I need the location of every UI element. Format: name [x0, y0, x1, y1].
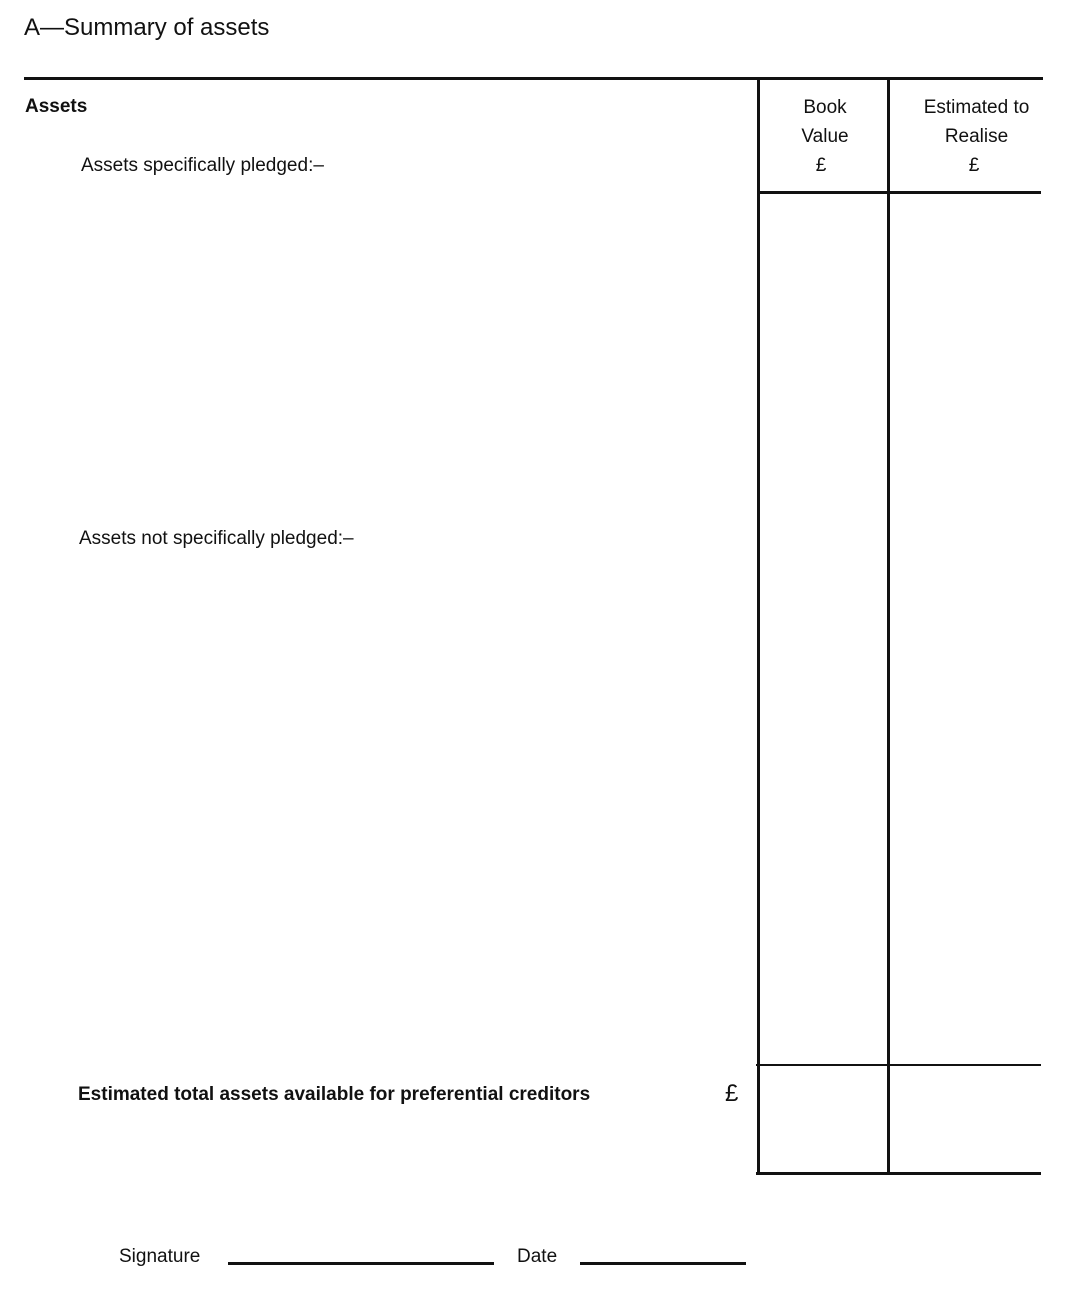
total-bottom-rule: [756, 1172, 1041, 1175]
book-value-header-line1: Book: [803, 97, 847, 118]
date-label: Date: [517, 1246, 558, 1267]
book-value-header-line2: Value: [801, 126, 849, 147]
assets-heading: Assets: [25, 96, 88, 117]
estimated-header-line1: Estimated to: [923, 97, 1030, 118]
signature-line[interactable]: [228, 1262, 494, 1265]
date-line[interactable]: [580, 1262, 746, 1265]
total-assets-label: Estimated total assets available for preferential creditors: [78, 1084, 591, 1105]
book-value-entry-area[interactable]: [760, 194, 887, 1064]
estimated-entry-area[interactable]: [890, 194, 1041, 1064]
signature-label: Signature: [119, 1246, 201, 1267]
book-value-header: [760, 93, 890, 180]
estimated-to-realise-header: [904, 93, 1049, 180]
book-value-currency: £: [815, 155, 827, 176]
assets-not-pledged-label: Assets not specifically pledged:–: [79, 528, 354, 549]
total-book-value-field[interactable]: [760, 1066, 887, 1172]
total-currency-symbol: £: [725, 1080, 739, 1107]
estimated-currency: £: [968, 155, 980, 176]
assets-pledged-label: Assets specifically pledged:–: [81, 155, 324, 176]
top-rule: [24, 77, 1043, 80]
estimated-header-line2: Realise: [944, 126, 1009, 147]
form-title: A—Summary of assets: [24, 14, 270, 41]
total-estimated-field[interactable]: [890, 1066, 1041, 1172]
